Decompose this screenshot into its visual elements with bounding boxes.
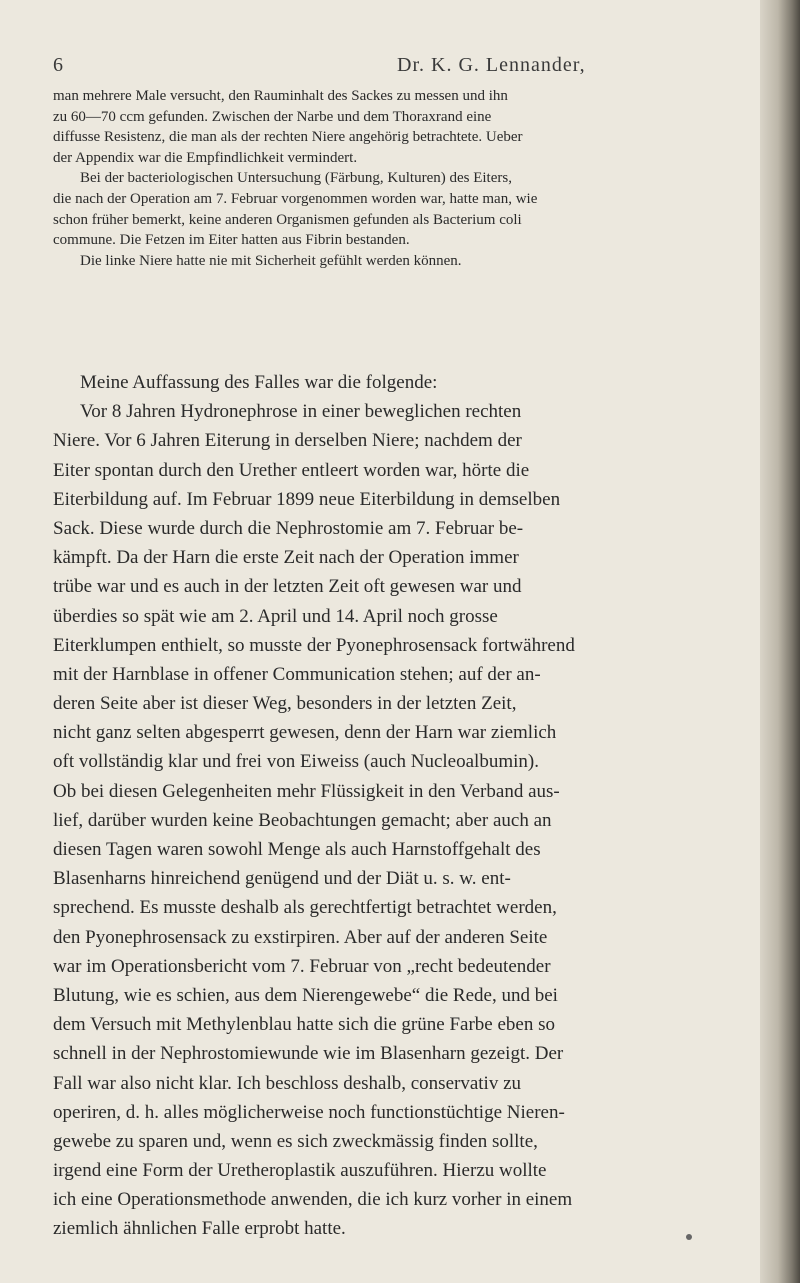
text-line: zu 60—70 ccm gefunden. Zwischen der Narbe und dem Thoraxrand eine xyxy=(53,108,492,125)
text-line: nicht ganz selten abgesperrt gewesen, denn der Harn war ziemlich xyxy=(53,722,557,744)
text-line: schon früher bemerkt, keine anderen Organismen gefunden als Bacterium coli xyxy=(53,211,522,228)
text-line: commune. Die Fetzen im Eiter hatten aus Fibrin bestanden. xyxy=(53,232,410,249)
text-line: Niere. Vor 6 Jahren Eiterung in derselben Niere; nachdem der xyxy=(53,430,522,452)
text-line: sprechend. Es musste deshalb als gerechtfertigt betrachtet werden, xyxy=(53,897,557,919)
text-line: ziemlich ähnlichen Falle erprobt hatte. xyxy=(53,1218,346,1240)
text-line: die nach der Operation am 7. Februar vorgenommen worden war, hatte man, wie xyxy=(53,190,538,207)
text-line: Die linke Niere hatte nie mit Sicherheit gefühlt werden können. xyxy=(80,252,462,269)
text-line: gewebe zu sparen und, wenn es sich zweckmässig finden sollte, xyxy=(53,1130,538,1152)
text-line: den Pyonephrosensack zu exstirpiren. Aber auf der anderen Seite xyxy=(53,926,548,948)
text-line: Eiter spontan durch den Urether entleert worden war, hörte die xyxy=(53,459,530,481)
text-line: lief, darüber wurden keine Beobachtungen gemacht; aber auch an xyxy=(53,809,552,831)
book-spine-shadow xyxy=(760,0,800,1283)
text-line: kämpft. Da der Harn die erste Zeit nach der Operation immer xyxy=(53,547,519,569)
text-line: Vor 8 Jahren Hydronephrose in einer beweglichen rechten xyxy=(80,401,522,423)
text-line: trübe war und es auch in der letzten Zeit oft gewesen war und xyxy=(53,576,522,598)
text-line: war im Operationsbericht vom 7. Februar von „recht bedeutender xyxy=(53,955,551,977)
text-line: Ob bei diesen Gelegenheiten mehr Flüssigkeit in den Verband aus- xyxy=(53,780,560,802)
text-line: mit der Harnblase in offener Communication stehen; auf der an- xyxy=(53,663,541,685)
page-number: 6 xyxy=(53,54,63,76)
text-line: diesen Tagen waren sowohl Menge als auch Harnstoffgehalt des xyxy=(53,839,541,860)
text-line: Sack. Diese wurde durch die Nephrostomie am 7. Februar be- xyxy=(53,517,524,539)
text-line: Eiterbildung auf. Im Februar 1899 neue Eiterbildung in demselben xyxy=(53,488,561,510)
text-line: man mehrere Male versucht, den Rauminhalt des Sackes zu messen und ihn xyxy=(53,88,508,104)
text-line: Fall war also nicht klar. Ich beschloss deshalb, conservativ zu xyxy=(53,1072,522,1094)
text-line: Eiterklumpen enthielt, so musste der Pyonephrosensack fortwährend xyxy=(53,634,575,656)
text-line: irgend eine Form der Uretheroplastik auszuführen. Hierzu wollte xyxy=(53,1160,547,1182)
text-line: der Appendix war die Empfindlichkeit vermindert. xyxy=(53,149,358,166)
text-line: oft vollständig klar und frei von Eiweiss (auch Nucleoalbumin). xyxy=(53,751,539,773)
small-text-block xyxy=(53,86,713,271)
main-text-block xyxy=(53,368,713,1244)
text-line: schnell in der Nephrostomiewunde wie im Blasenharn gezeigt. Der xyxy=(53,1043,564,1065)
text-line: diffusse Resistenz, die man als der rechten Niere angehörig betrachtete. Ueber xyxy=(53,129,523,146)
footer-dot xyxy=(686,1234,692,1240)
text-line: deren Seite aber ist dieser Weg, besonders in der letzten Zeit, xyxy=(53,693,517,715)
text-line: ich eine Operationsmethode anwenden, die ich kurz vorher in einem xyxy=(53,1189,573,1211)
running-head: Dr. K. G. Lennander, xyxy=(397,54,586,76)
text-line: überdies so spät wie am 2. April und 14. April noch grosse xyxy=(53,605,498,627)
text-line: Bei der bacteriologischen Untersuchung (Färbung, Kulturen) des Eiters, xyxy=(80,170,512,187)
text-line: Blasenharns hinreichend genügend und der Diät u. s. w. ent- xyxy=(53,868,511,890)
text-line: dem Versuch mit Methylenblau hatte sich die grüne Farbe eben so xyxy=(53,1014,555,1036)
text-line: Blutung, wie es schien, aus dem Nierengewebe“ die Rede, und bei xyxy=(53,984,558,1006)
text-line: Meine Auffassung des Falles war die folgende: xyxy=(80,372,438,393)
text-line: operiren, d. h. alles möglicherweise noch functionstüchtige Nieren- xyxy=(53,1101,565,1123)
